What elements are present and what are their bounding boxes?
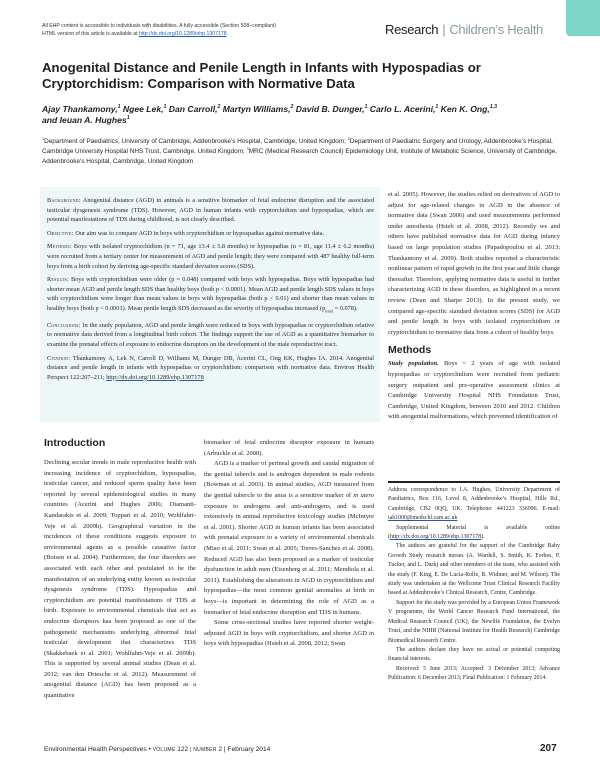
correspondence-note: Address correspondence to I.A. Hughes, University Department of Paediatrics, Box 116, Level 8, Addenbrooke’s Hospital, Hills Rd., Cambridge, CB2 0QQ, UK. Telephone: 441223 336996. E-mail: iah1000@medschl.cam.ac.uk [388,487,560,522]
issue-number: 2 [218,746,223,753]
author: Dan Carroll,$^2$ [166,104,221,114]
section-label [385,22,543,37]
section-name: Research [385,22,439,37]
accessibility-line: All EHP content is accessible to individuals with disabilities. A fully accessible (Section 508–compliant) [42,23,277,29]
methods-paragraph: Study population. Boys < 2 years of age with isolated hypospadias or cryptorchidism were recruited from pediatric surgery outpatient and pre-operative assessment clinics at Cambridge University Hospital NHS Foundation Trust, Cambridge, United Kingdom, between 2010 and 2012. Children with anogenital malformations, which prevented identification of [388,360,561,421]
footnote-divider [388,481,560,483]
accessibility-notice [42,22,342,38]
page-footer [44,746,270,753]
supplemental-link[interactable]: http://dx.doi.org/10.1289/ehp.1307178 [389,534,482,541]
accessibility-line: HTML version of this article is available at [42,31,139,37]
conflict-note: The authors declare they have no actual or potential competing financial interests. [388,646,560,663]
author: Ajay Thankamony,$^1$ [42,104,121,114]
article-title: Anogenital Distance and Penile Length in Infants with Hypospadias or Cryptorchidism: Comparison with Normative Data [42,60,481,91]
author: David B. Dunger,$^1$ [293,104,368,114]
funding-note: Support for the study was provided by a European Union Framework V programme, the World Cancer Research Fund International, the Medical Research Council (UK), the Newlife Foundation, the Evelyn Trust, and the NIHR (National Institute for Health Research) Cambridge Biomedical Research Centre. [388,599,560,644]
volume-label: VOLUME [152,747,178,753]
issue-date: | February 2014 [222,746,271,753]
section-color-tab [566,0,600,36]
dates-note: Received: 5 June 2013; Accepted: 3 December 2013; Advance Publication: 6 December 2013; Final Publication: 1 February 2014. [388,665,560,682]
supplemental-note: Supplemental Material is available online (http://dx.doi.org/10.1289/ehp.1307178). [388,524,560,541]
affiliation: $^2$Department of Paediatric Surgery and Urology, Addenbrooke’s Hospital, Cambridge University Hospital NHS Trust, Cambridge, United Kingdom; [42,136,553,155]
column-left [44,458,196,702]
volume: 122 [177,746,189,753]
abstract-box [40,187,380,422]
author-list [42,104,562,126]
affiliation: $^1$Department of Paediatrics, University of Cambridge, Addenbrooke’s Hospital, Cambridge, United Kingdom; [42,136,348,145]
abstract-citation: Citation: Thankamony A, Lek N, Carroll D, Williams M, Dunger DB, Acerini CL, Ong KK, Hughes IA. 2014. Anogenital distance and penile length in infants with hypospadias or cryptorchidism: comparison with normative data. Environ Health Perspect 122:207–211; http://dx.doi.org/10.1289/ehp.1307178 [47,354,374,381]
column-right [388,190,560,423]
abstract-conclusions: Conclusions: In the study population, AGD and penile length were reduced in boys with hypospadias or cryptorchidism relative to normative data derived from a longitudinal birth cohort. The findings support the use of AGD as a quantitative biomarker to examine the prenatal effects of exposure to endocrine disruptors on the development of the male reproductive tract. [47,321,374,348]
divider: | [442,22,446,37]
abstract-methods: Methods: Boys with isolated cryptorchidism (n = 71, age 13.4 ± 5.8 months) or hypospadias (n = 81, age 11.4 ± 6.2 months) were recruited from a tertiary center for measurement of AGD and penile length; they were compared with 487 healthy full-term boys from a birth cohort by deriving age-specific standard deviation scores (SDS). [47,243,374,270]
intro-paragraph: Some cross-sectional studies have reported shorter weight-adjusted AGD in boys with cryptorchidism, and shorter AGD in boys with hypospadias (Hsieh et al. 2008, 2012; Swan [204,619,374,648]
separator: • [146,746,153,753]
affiliation: $^3$MRC (Medical Research Council) Epidemiology Unit, Institute of Metabolic Science, University of Cambridge, Addenbrooke’s Hospital, Cambridge, United Kingdom [42,146,558,165]
affiliations [42,137,562,167]
methods-heading: Methods [388,344,432,357]
author: Ngee Lek,$^1$ [120,104,167,114]
column-middle [204,438,374,650]
subsection-name: Children’s Health [449,22,543,37]
intro-paragraph: et al. 2005). However, the studies relied on derivatives of AGD to adjust for age-related changes in AGD in the absence of normative data (Swan 2006) and used measurements performed under anesthesia (Hsieh et al. 2008, 2012). Recently we and others have published normative data for AGD during infancy based on large population studies (Papadopoulou et al. 2013; Thankamony et al. 2009). Both studies reported a characteristic nonlinear pattern of rapid growth in the first year and little change thereafter. Therefore, applying normative data is useful in further characterizing AGD in these disorders, as highlighted in a recent review (Dean and Sharpe 2013). In the present study, we compared age-specific standard deviation scores (SDS) for AGD and penile length in boys with isolated cryptorchidism or cryptorchidism to normative data from a cohort of healthy boys. [388,191,561,336]
number-label: | NUMBER [188,747,219,753]
page-number: 207 [540,743,557,754]
author: Carlo L. Acerini,$^1$ [367,104,439,114]
email-link[interactable]: iah1000@medschl.cam.ac.uk [388,515,458,522]
footnotes [388,486,560,684]
introduction-heading: Introduction [44,437,106,449]
author: Ken K. Ong,$^{1,3}$ [438,104,497,114]
intro-paragraph: biomarker of fetal endocrine disruptor exposure in humans (Arbuckle et al. 2008). [204,439,374,457]
abstract-objective: Objective: Our aim was to compare AGD in boys with cryptorchidism or hypospadias against normative data. [47,229,325,237]
author: Martyn Williams,$^2$ [220,104,294,114]
journal-name: Environmental Health Perspectives [44,746,147,753]
author: and Ieuan A. Hughes$^1$ [42,115,130,125]
intro-paragraph: AGD is a marker of perineal growth and caudal migration of the genital tubercle and is androgen dependent in male rodents (Bowman et al. 2003). In animal studies, AGD measured from the genital tubercle to the anus is a sensitive marker of in utero exposure to androgens and anti-androgens, and is used extensively in animal reproductive toxicology studies (McIntyre et al. 2001). Shorter AGD in human infants has been associated with prenatal exposure to a variety of environmental chemicals (Miao et al. 2011; Swan et al. 2005; Torres-Sanchez et al. 2008). Reduced AGD has also been proposed as a marker of testicular dysfunction in adult men (Eisenberg et al. 2011; Mendiola et al. 2011). Establishing the alterations in AGD in cryptorchidism and hypospadias—the most common genital anomalies at birth in boys—is important in determining the role of AGD as a biomarker of fetal endocrine disruption and TDS in humans. [204,460,374,616]
doi-link[interactable]: http://dx.doi.org/10.1289/ehp.1307178 [106,373,204,381]
abstract-results: Results: Boys with cryptorchidism were older (p = 0.048) compared with boys with hypospadias. Boys with hypospadias had shorter mean AGD and penile length SDS than healthy boys (both p < 0.0001). Mean AGD and penile length SDS values in boys with cryptorchidism were longer than mean values in boys with hypospadias (both p < 0.01) and shorter than mean values in healthy boys (both p < 0.0001). Mean penile length SDS decreased as the severity of hypospadias increased $(p_{trend} = 0.078)$. [47,276,374,314]
abstract-background: Background: Anogenital distance (AGD) in animals is a sensitive biomarker of fetal endocrine disruption and the associated testicular dysgenesis syndrome (TDS). However, AGD in human infants with cryptorchidism and hypospadias, which are potential manifestations of TDS during childhood, is not clearly described. [47,197,374,224]
html-version-link[interactable]: http://dx.doi.org/10.1289/ehp.1307178 [138,31,227,37]
punctuation: . [226,31,229,37]
acknowledgements-note: The authors are grateful for the support of the Cambridge Baby Growth Study research nurses (A. Wardell, S. Smith, K. Forbes, P. Tucker, and L. Dark) and other members of the team, who assisted with the study (F. King, E. De Lucia-Rolfe, B. Widmer, and M. Wilson). The study was undertaken at the Wellcome Trust Clinical Research Facility based at Addenbrooke’s Clinical Research, Centre, Cambridge. [388,543,560,597]
intro-paragraph: Declining secular trends in male reproductive health with increasing incidence of cryptorchidism, hypospadias, testicular cancer, and reduced sperm quality have been reported by several epidemiological studies in many countries (Acerini and Hughes 2006; Diamanti-Kandarakis et al. 2009; Toppari et al. 2010; Wohlfahrt-Veje et al. 2009b). Geographical variation in the incidences of these conditions suggests exposure to environmental agents as a possible causative factor (Boisen et al. 2004). Furthermore, the four disorders are associated with each other and postulated to be the manifestation of an underlying entity known as testicular dysgenesis syndrome (TDS). Hypospadias and cryptorchidism are potential manifestations of TDS at birth. Exposure to environmental chemicals that act as endocrine disruptors has been proposed as one of the pathogenetic mechanisms underlying abnormal fetal testicular development that characterizes TDS (Skakkebaek et al. 2001; Wohlfahrt-Veje et al. 2009b). This is supported by several animal studies (Dean et al. 2012; van den Driesche et al. 2012). Measurement of anogenital distance (AGD) has been proposed as a quantitative [44,459,196,700]
